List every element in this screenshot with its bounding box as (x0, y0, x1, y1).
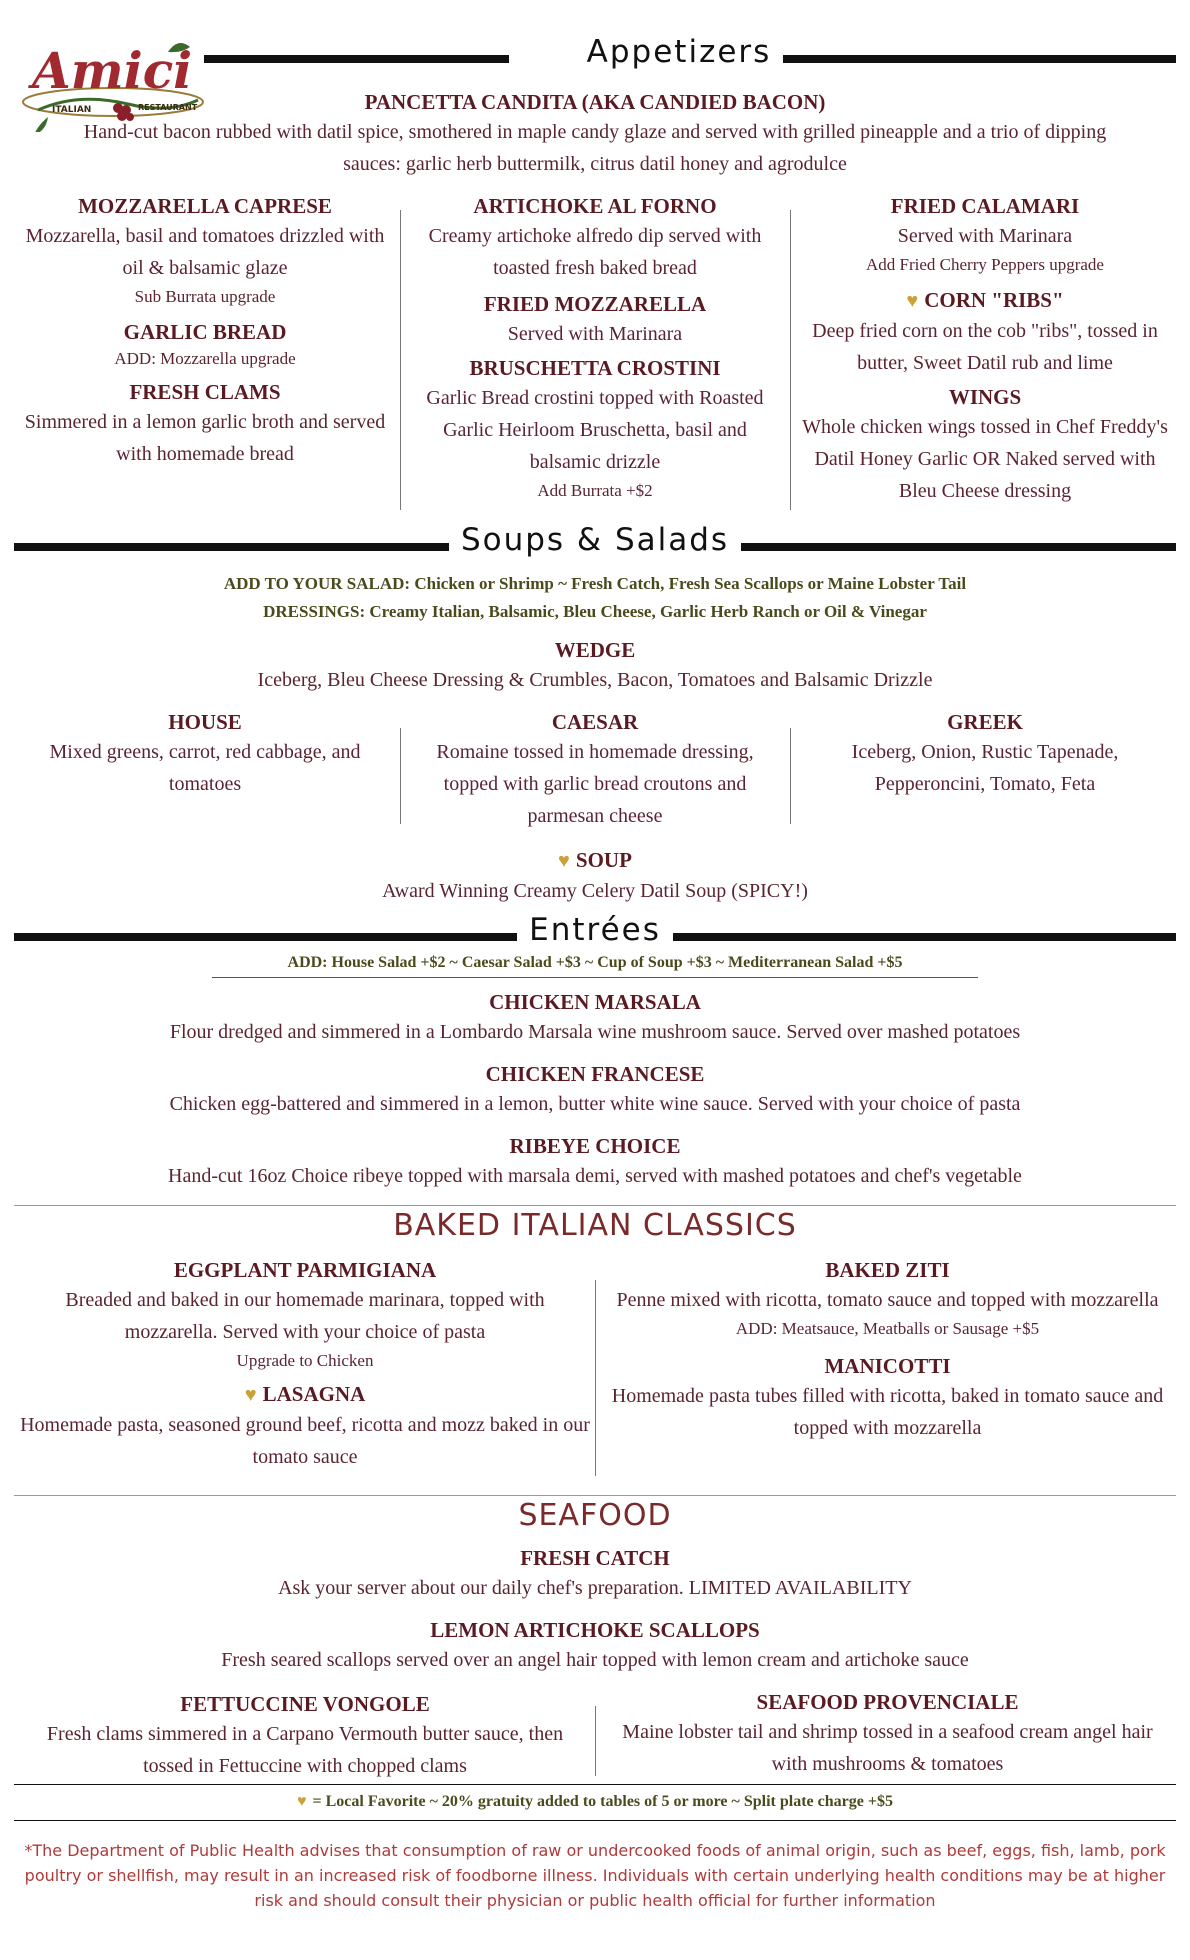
item-name: RIBEYE CHOICE (509, 1134, 681, 1158)
item-desc: Deep fried corn on the cob "ribs", tossed in butter, Sweet Datil rub and lime (812, 320, 1158, 374)
column-divider (790, 728, 791, 824)
heart-icon: ♥ (244, 1384, 257, 1406)
column-divider (400, 728, 401, 824)
item-desc: Creamy artichoke alfredo dip served with toasted fresh baked bread (428, 225, 762, 279)
item-name: FRESH CATCH (520, 1546, 670, 1570)
item-desc: Hand-cut bacon rubbed with datil spice, smothered in maple candy glaze and served with grilled pineapple and a trio of dipping sauces: garlic herb buttermilk, citrus datil honey and agrodulce (83, 121, 1107, 175)
item-name: WINGS (948, 385, 1022, 409)
item-desc: Simmered in a lemon garlic broth and served with homemade bread (24, 411, 386, 465)
item-desc: Mozzarella, basil and tomatoes drizzled with oil & balsamic glaze (25, 225, 385, 279)
item-desc: Iceberg, Onion, Rustic Tapenade, Pepperoncini, Tomato, Feta (851, 741, 1119, 795)
item-desc: Penne mixed with ricotta, tomato sauce and topped with mozzarella (616, 1289, 1159, 1311)
item-name-text: LASAGNA (262, 1382, 366, 1406)
item-note: Sub Burrata upgrade (134, 287, 276, 306)
entree-add-underline (212, 977, 978, 978)
item-name: CAESAR (551, 710, 639, 734)
provenciale-item (605, 1688, 1170, 1780)
item-desc: Whole chicken wings tossed in Chef Freddy's Datil Honey Garlic OR Naked served with Bleu Cheese dressing (802, 416, 1168, 502)
item-note: Add Burrata +$2 (537, 481, 653, 500)
item-desc: Served with Marinara (507, 323, 683, 345)
pancetta-item (60, 88, 1130, 180)
dressings-line: DRESSINGS: Creamy Italian, Balsamic, Bleu Cheese, Garlic Herb Ranch or Oil & Vinegar (263, 602, 927, 621)
item-name: WEDGE (554, 638, 636, 662)
item-desc: Garlic Bread crostini topped with Roasted Garlic Heirloom Bruschetta, basil and balsamic drizzle (426, 387, 764, 473)
greek-item (800, 708, 1170, 800)
item-name: MOZZARELLA CAPRESE (78, 194, 332, 218)
item-desc: Fresh seared scallops served over an angel hair topped with lemon cream and artichoke sauce (221, 1649, 969, 1671)
item-name (20, 1380, 590, 1409)
heart-icon: ♥ (297, 1793, 307, 1810)
item-name: MANICOTTI (824, 1354, 951, 1378)
item-desc: Romaine tossed in homemade dressing, topped with garlic bread croutons and parmesan cheese (436, 741, 754, 827)
legend (14, 1788, 1176, 1816)
item-desc: Iceberg, Bleu Cheese Dressing & Crumbles, Bacon, Tomatoes and Balsamic Drizzle (257, 669, 933, 691)
divider (14, 1205, 1176, 1206)
section-header-appetizers (14, 28, 1176, 88)
section-title-baked: BAKED ITALIAN CLASSICS (393, 1208, 797, 1243)
item-name: SEAFOOD PROVENCIALE (756, 1690, 1019, 1714)
item-desc: Served with Marinara (897, 225, 1073, 247)
item-name: HOUSE (168, 710, 242, 734)
item-name: ARTICHOKE AL FORNO (473, 194, 717, 218)
column-divider (400, 210, 401, 510)
item-name (60, 846, 1130, 875)
item-name: CHICKEN MARSALA (489, 990, 701, 1014)
item-name: LEMON ARTICHOKE SCALLOPS (430, 1618, 760, 1642)
item-name: FRIED CALAMARI (890, 194, 1080, 218)
health-disclaimer: *The Department of Public Health advises that consumption of raw or undercooked foods of animal origin, such as beef, eggs, fish, lamb, pork poultry or shellfish, may result in an increased risk of foodborne illness. Individuals with certain underlying health conditions may be at higher risk and should consult their physician or public health official for further information (24, 1841, 1166, 1910)
section-title-appetizers: Appetizers (575, 34, 784, 70)
heart-icon: ♥ (558, 850, 570, 872)
item-name-text: SOUP (575, 848, 632, 872)
item-desc: Breaded and baked in our homemade marinara, topped with mozzarella. Served with your choice of pasta (65, 1289, 545, 1343)
wedge-item (60, 636, 1130, 696)
item-name: FRIED MOZZARELLA (483, 292, 707, 316)
item-desc: Chicken egg-battered and simmered in a lemon, butter white wine sauce. Served with your choice of pasta (169, 1093, 1021, 1115)
entree-list (60, 988, 1130, 1192)
baked-col-2 (605, 1256, 1170, 1444)
baked-col-1 (20, 1256, 590, 1473)
section-title-soups: Soups & Salads (449, 522, 741, 558)
heart-icon: ♥ (906, 290, 919, 312)
appetizers-col-1 (20, 192, 390, 470)
section-title-entrees: Entrées (517, 912, 673, 948)
item-name: GARLIC BREAD (123, 320, 287, 344)
item-name (800, 286, 1170, 315)
logo-script: Amici (32, 41, 193, 100)
item-name: BAKED ZITI (825, 1258, 950, 1282)
column-divider (595, 1706, 596, 1776)
vongole-item (20, 1690, 590, 1782)
soup-item (60, 846, 1130, 907)
entree-addons (60, 949, 1130, 977)
item-name: CHICKEN FRANCESE (485, 1062, 705, 1086)
section-header-soups (14, 516, 1176, 576)
house-item (20, 708, 390, 800)
appetizers-col-2 (410, 192, 780, 504)
divider (14, 1495, 1176, 1496)
item-note: ADD: Mozzarella upgrade (114, 349, 296, 368)
item-name: FRESH CLAMS (129, 380, 281, 404)
salad-add-line: ADD TO YOUR SALAD: Chicken or Shrimp ~ Fresh Catch, Fresh Sea Scallops or Maine Lobster Tail (223, 574, 967, 593)
caesar-item (410, 708, 780, 832)
section-title-seafood: SEAFOOD (518, 1498, 672, 1533)
item-desc: Homemade pasta, seasoned ground beef, ricotta and mozz baked in our tomato sauce (20, 1414, 590, 1468)
item-desc: Fresh clams simmered in a Carpano Vermouth butter sauce, then tossed in Fettuccine with chopped clams (46, 1723, 564, 1777)
item-name: BRUSCHETTA CROSTINI (469, 356, 721, 380)
item-name: PANCETTA CANDITA (AKA CANDIED BACON) (364, 90, 826, 114)
item-note: ADD: Meatsauce, Meatballs or Sausage +$5 (735, 1319, 1040, 1338)
item-desc: Hand-cut 16oz Choice ribeye topped with marsala demi, served with mashed potatoes and chef's vegetable (168, 1165, 1022, 1187)
item-desc: Flour dredged and simmered in a Lombardo Marsala wine mushroom sauce. Served over mashed potatoes (169, 1021, 1021, 1043)
legend-text: = Local Favorite ~ 20% gratuity added to tables of 5 or more ~ Split plate charge +$5 (312, 1793, 893, 1810)
item-name: GREEK (947, 710, 1023, 734)
item-desc: Award Winning Creamy Celery Datil Soup (SPICY!) (382, 880, 808, 902)
item-name-text: CORN "RIBS" (924, 288, 1064, 312)
seafood-list (60, 1544, 1130, 1676)
legend-bottom-line (14, 1820, 1176, 1821)
salad-addons (60, 570, 1130, 626)
logo-tag-right: RESTAURANT (138, 103, 198, 112)
column-divider (595, 1280, 596, 1476)
entree-add-line: ADD: House Salad +$2 ~ Caesar Salad +$3 ~ Cup of Soup +$3 ~ Mediterranean Salad +$5 (287, 954, 903, 971)
item-desc: Maine lobster tail and shrimp tossed in a seafood cream angel hair with mushrooms & tomatoes (622, 1721, 1153, 1775)
appetizers-col-3 (800, 192, 1170, 507)
item-desc: Mixed greens, carrot, red cabbage, and tomatoes (49, 741, 361, 795)
item-desc: Ask your server about our daily chef's preparation. LIMITED AVAILABILITY (278, 1577, 912, 1599)
item-name: FETTUCCINE VONGOLE (180, 1692, 430, 1716)
legend-top-line (14, 1784, 1176, 1785)
item-note: Add Fried Cherry Peppers upgrade (866, 255, 1104, 274)
item-note: Upgrade to Chicken (236, 1351, 374, 1370)
item-name: EGGPLANT PARMIGIANA (173, 1258, 437, 1282)
item-desc: Homemade pasta tubes filled with ricotta, baked in tomato sauce and topped with mozzarella (611, 1385, 1164, 1439)
column-divider (790, 210, 791, 510)
logo-tag-left: ITALIAN (52, 105, 92, 115)
